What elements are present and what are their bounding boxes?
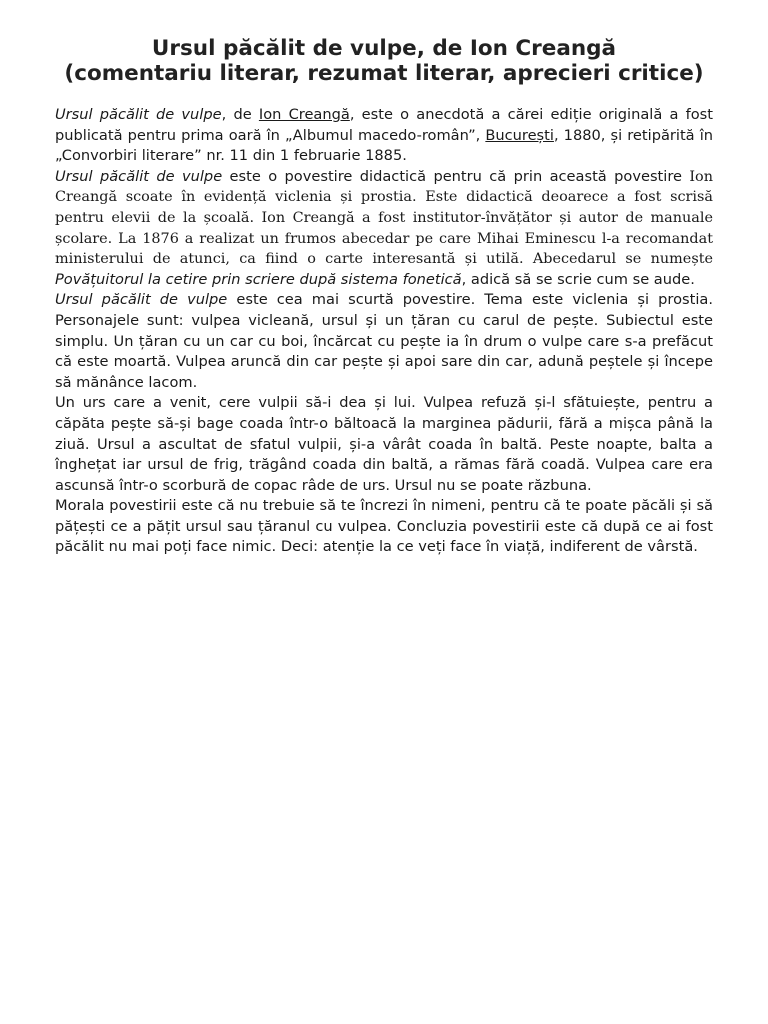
work-title: Ursul păcălit de vulpe bbox=[55, 167, 223, 185]
paragraph-didactic bbox=[55, 167, 713, 291]
work-title: Ursul păcălit de vulpe bbox=[55, 291, 228, 309]
abecedar-title: Povățuitorul la cetire prin scriere după sistema fonetică bbox=[55, 270, 462, 288]
author-link[interactable]: Ion Creangă bbox=[258, 106, 350, 123]
text-run: este o povestire didactică pentru că prin această povestire bbox=[222, 167, 682, 185]
page-title bbox=[40, 36, 728, 86]
title-line-2: (comentariu literar, rezumat literar, aprecieri critice) bbox=[64, 61, 704, 86]
title-line-1: Ursul păcălit de vulpe, de Ion Creangă bbox=[151, 36, 617, 61]
text-run: Ion Creangă scoate în evidență viclenia și prostia. Este didactică deoarece a fost scrisă pentru elevii de la școală. Ion Creangă a fost institutor-învățător și autor de manuale școlare. La 1876 a realizat un frumos abecedar pe care Mihai Eminescu l-a recomandat ministerului de atunci, ca fiind o carte interesantă și utilă. Abecedarul se numește bbox=[55, 168, 713, 268]
paragraph-moral: Morala povestirii este că nu trebuie să te încrezi în nimeni, pentru că te poate păcăli și să pățești ce a pățit ursul sau țăranul cu vulpea. Concluzia povestirii este că după ce ai fost păcălit nu mai poți face nimic. Deci: atenție la ce veți face în viață, indiferent de vârstă. bbox=[55, 497, 713, 556]
text-run: , adică să se scrie cum se aude. bbox=[461, 270, 695, 288]
city-link[interactable]: București bbox=[485, 126, 554, 144]
paragraph-summary bbox=[55, 290, 713, 393]
text-run: , este o anecdotă a cărei ediție originală a fost publicată pentru prima oară în „Albumul macedo-român”, bbox=[55, 106, 713, 144]
paragraph-intro bbox=[55, 105, 713, 167]
text-run: este cea mai scurtă povestire. Tema este viclenia și prostia. Personajele sunt: vulpea vicleană, ursul și un țăran cu carul de pește. Subiectul este simplu. Un țăran cu un car cu boi, încărcat cu pește ia în drum o vulpe care s-a prefăcut că este moartă. Vulpea aruncă din car pește și apoi sare din car, adună peștele și începe să mănânce lacom. bbox=[55, 291, 714, 391]
text-run: , 1880, și retipărită în „Convorbiri literare” nr. 11 din 1 februarie 1885. bbox=[55, 126, 714, 165]
article-body bbox=[55, 105, 713, 558]
paragraph-plot: Un urs care a venit, cere vulpii să-i dea și lui. Vulpea refuză și-l sfătuiește, pentru a căpăta pește să-și bage coada într-o băltoacă la marginea pădurii, fără a mișca până la ziuă. Ursul a ascultat de sfatul vulpii, și-a vârât coada în baltă. Peste noapte, balta a înghețat iar ursul de frig, trăgând coada din baltă, a rămas fără coadă. Vulpea care era ascunsă într-o scorbură de copac râde de urs. Ursul nu se poate răzbuna. bbox=[55, 394, 713, 494]
work-title: Ursul păcălit de vulpe bbox=[55, 106, 222, 123]
text-run: , de bbox=[221, 106, 259, 123]
